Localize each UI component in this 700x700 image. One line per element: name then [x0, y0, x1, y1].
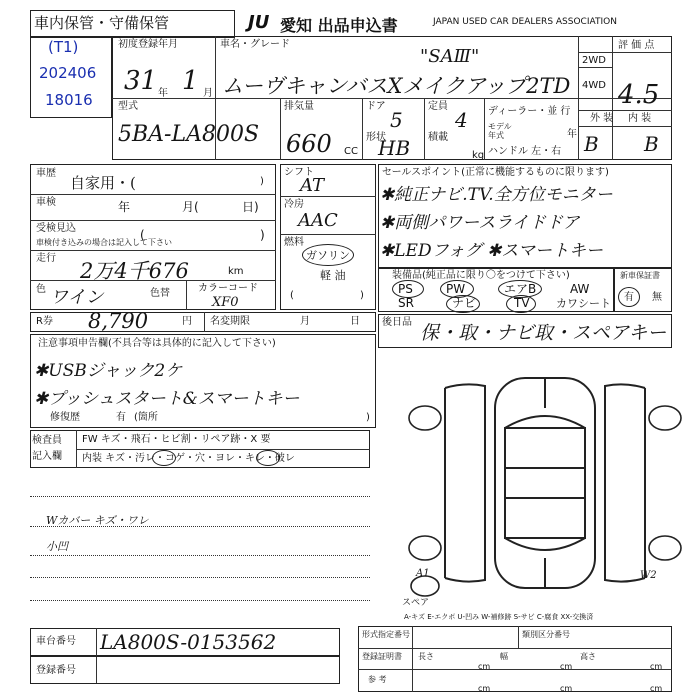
wheel-front-right	[649, 406, 681, 430]
gas-label: ガソリン	[306, 249, 350, 262]
month-unit: 月	[203, 88, 213, 99]
fuel-label: 燃料	[284, 237, 304, 248]
name-change-label: 名変期限	[210, 316, 250, 327]
mark-front-left: A1	[416, 568, 430, 579]
notes-header: 注意事項申告欄(不具合等は具体的に記入して下さい)	[38, 338, 276, 349]
sales-point-1: ✱純正ナビ.TV.全方位モニター	[380, 185, 613, 205]
ref-label: 参 考	[368, 675, 387, 684]
capacity-label: 定員	[428, 101, 448, 112]
displacement-value: 660	[286, 130, 332, 158]
shape-label: 形状	[366, 132, 386, 143]
form-no-label: 形式指定番号	[362, 630, 410, 639]
brand-title: 愛知 出品申込書	[280, 16, 398, 35]
body-outline	[495, 378, 595, 588]
insp-day: 日)	[242, 200, 259, 214]
eq-navi: ナビ	[452, 296, 477, 310]
attached-items: 保・取・ナビ取・スペアキー	[420, 322, 667, 344]
ac-value: AAC	[298, 210, 338, 231]
cm-6: cm	[650, 684, 663, 693]
warranty-no: 無	[652, 292, 662, 303]
car-damage-diagram	[405, 368, 685, 598]
exterior-label: 外 装	[590, 113, 614, 124]
seats-value: 4	[455, 108, 468, 132]
mileage-value: 2万4千676	[80, 259, 189, 283]
tv-circle	[506, 295, 536, 313]
accept-paren-close: )	[260, 228, 265, 242]
handle-label: ハンドル 左・右	[488, 146, 562, 157]
interior-row: 内装 キズ・汚レ・コゲ・穴・ヨレ・キレ・破レ	[82, 453, 295, 464]
cm-4: cm	[478, 684, 491, 693]
damage-legend: A-キズ E-エクボ U-凹み W-補修跡 S-サビ C-腐食 XX-交換済	[404, 613, 594, 621]
mark-front-right: W2	[640, 570, 657, 581]
cc-label: CC	[344, 146, 358, 157]
dealer-label: ディーラー・並 行	[488, 106, 571, 117]
kg-label: kg	[472, 150, 485, 161]
inspector-label: 検査員	[32, 435, 62, 446]
wheel-front-left	[409, 406, 441, 430]
reg-cert-label: 登録証明書	[362, 652, 402, 661]
note-1: ✱USBジャック2ケ	[34, 361, 183, 381]
load-label: 積載	[428, 132, 448, 143]
repair-close: )	[366, 412, 370, 423]
shift-value: AT	[300, 175, 325, 196]
first-reg-year: 31	[124, 66, 158, 96]
fw-row: FW キズ・飛石・ヒビ割・リペア跡・X 要	[82, 434, 271, 445]
model-label: 型式	[118, 101, 138, 112]
accept-label: 受検見込	[36, 223, 76, 234]
eq-pw: PW	[446, 282, 466, 296]
left-side-outline	[445, 384, 485, 581]
equipment-label: 装備品(純正品に限り〇をつけて下さい)	[392, 270, 570, 281]
yen-label: 円	[182, 316, 192, 327]
warranty-yes: 有	[624, 292, 634, 303]
color-value: ワイン	[50, 287, 104, 308]
first-reg-label: 初度登録年月	[118, 39, 178, 50]
wheel-rear-left	[409, 536, 441, 560]
cert-width: 幅	[500, 652, 508, 661]
history-value: 自家用・(	[70, 174, 136, 192]
interior-grade: B	[644, 132, 659, 156]
recycle-fee: 8,790	[88, 309, 149, 333]
km-label: km	[228, 266, 244, 277]
history-close: )	[260, 176, 264, 187]
two-wd-label: 2WD	[582, 55, 606, 66]
eq-sr: SR	[398, 296, 414, 310]
nc-month: 月	[300, 316, 310, 327]
eq-ac: エアB	[504, 282, 537, 296]
year-label: 年	[567, 129, 577, 140]
history-label: 車歴	[36, 168, 56, 179]
model-code: 5BA-LA800S	[118, 122, 260, 147]
sag-circle	[256, 450, 280, 466]
dirt-circle	[152, 450, 176, 466]
lot-line3: 18016	[45, 91, 93, 109]
warranty-circle	[618, 287, 640, 307]
mileage-label: 走行	[36, 253, 56, 264]
entry-label: 記入欄	[32, 451, 62, 462]
repair-place: (箇所	[134, 412, 158, 423]
diesel-label: 軽 油	[320, 269, 346, 282]
color-code-value: XF0	[212, 295, 239, 310]
inspection-label: 車検	[36, 197, 56, 208]
car-name-grade: ムーヴキャンバスXメイクアップ2TD	[222, 74, 571, 98]
reg-block	[30, 656, 340, 684]
four-wd-label: 4WD	[582, 80, 606, 91]
fuel-paren-open: (	[290, 290, 294, 301]
doors-value: 5	[390, 108, 403, 132]
nc-day: 日	[350, 316, 360, 327]
door-label: ドア	[366, 101, 386, 112]
note-2: ✱プッシュスタート&スマートキー	[34, 389, 300, 409]
lot-line1: (T1)	[48, 38, 79, 56]
ac-label: 冷房	[284, 199, 304, 210]
exterior-grade: B	[584, 132, 599, 156]
recycle-label: R券	[36, 316, 53, 327]
wheel-rear-right	[649, 536, 681, 560]
inspector-note-2: 小凹	[46, 540, 68, 553]
spare-label: スペア	[402, 598, 430, 608]
sales-point-3: ✱LEDフォグ ✱スマートキー	[380, 241, 604, 261]
insp-month: 月(	[182, 200, 199, 214]
accept-paren-open: (	[140, 228, 145, 242]
repair-history-label: 修復歴	[50, 412, 80, 423]
navi-circle	[446, 295, 480, 313]
repair-has: 有	[116, 412, 126, 423]
color-code-label: カラーコード	[198, 283, 258, 294]
shift-label: シフト	[284, 167, 314, 178]
interior-label: 内 装	[628, 113, 652, 124]
eq-leather: カワシート	[556, 297, 611, 310]
shape-value: HB	[378, 136, 411, 160]
year-unit: 年	[158, 88, 168, 99]
storage-label: 車内保管・守備保管	[34, 14, 170, 32]
warranty-label: 新車保証書	[620, 271, 660, 280]
fuel-paren-close: )	[360, 290, 364, 301]
gas-circle	[302, 244, 354, 266]
reg-label: 登録番号	[36, 665, 76, 676]
right-side-outline	[605, 384, 645, 581]
cert-height: 高さ	[580, 652, 596, 661]
ju-logo: JU	[248, 12, 270, 33]
inspector-note-1: Wカバー キズ・ワレ	[46, 514, 149, 527]
lot-line2: 202406	[39, 64, 97, 82]
eq-tv: TV	[514, 296, 530, 310]
cm-3: cm	[650, 662, 663, 671]
attached-label: 後日品	[382, 317, 412, 328]
chassis-value: LA800S-0153562	[100, 630, 277, 654]
accept-note: 車検付き込みの場合は記入して下さい	[36, 238, 172, 247]
recycle-block	[30, 312, 376, 332]
cm-5: cm	[560, 684, 573, 693]
chassis-label: 車台番号	[36, 636, 76, 647]
cat-no-label: 類別区分番号	[522, 630, 570, 639]
cm-1: cm	[478, 662, 491, 671]
cert-length: 長さ	[418, 652, 434, 661]
roof-outline	[505, 428, 585, 538]
spare-tire	[411, 576, 439, 596]
car-name-label: 車名・グレード	[220, 39, 290, 50]
grade-note: "SAⅢ"	[420, 46, 480, 67]
eq-aw: AW	[570, 282, 590, 296]
color-label: 色	[36, 284, 46, 295]
score-value: 4.5	[618, 80, 660, 110]
insp-year: 年	[118, 200, 131, 214]
association-name: JAPAN USED CAR DEALERS ASSOCIATION	[433, 17, 617, 27]
score-label: 評 価 点	[618, 40, 655, 51]
cm-2: cm	[560, 662, 573, 671]
windshield	[505, 416, 585, 428]
color-change-label: 色替	[150, 288, 170, 299]
model-year-label: モデル 年式	[488, 122, 512, 140]
eq-ps: PS	[398, 282, 413, 296]
rear-window	[505, 538, 585, 550]
sales-points-label: セールスポイント(正常に機能するものに限ります)	[382, 167, 609, 178]
sales-point-2: ✱両側パワースライドドア	[380, 213, 580, 233]
ps-circle	[392, 280, 424, 298]
first-reg-month: 1	[182, 66, 199, 96]
displacement-label: 排気量	[284, 101, 314, 112]
